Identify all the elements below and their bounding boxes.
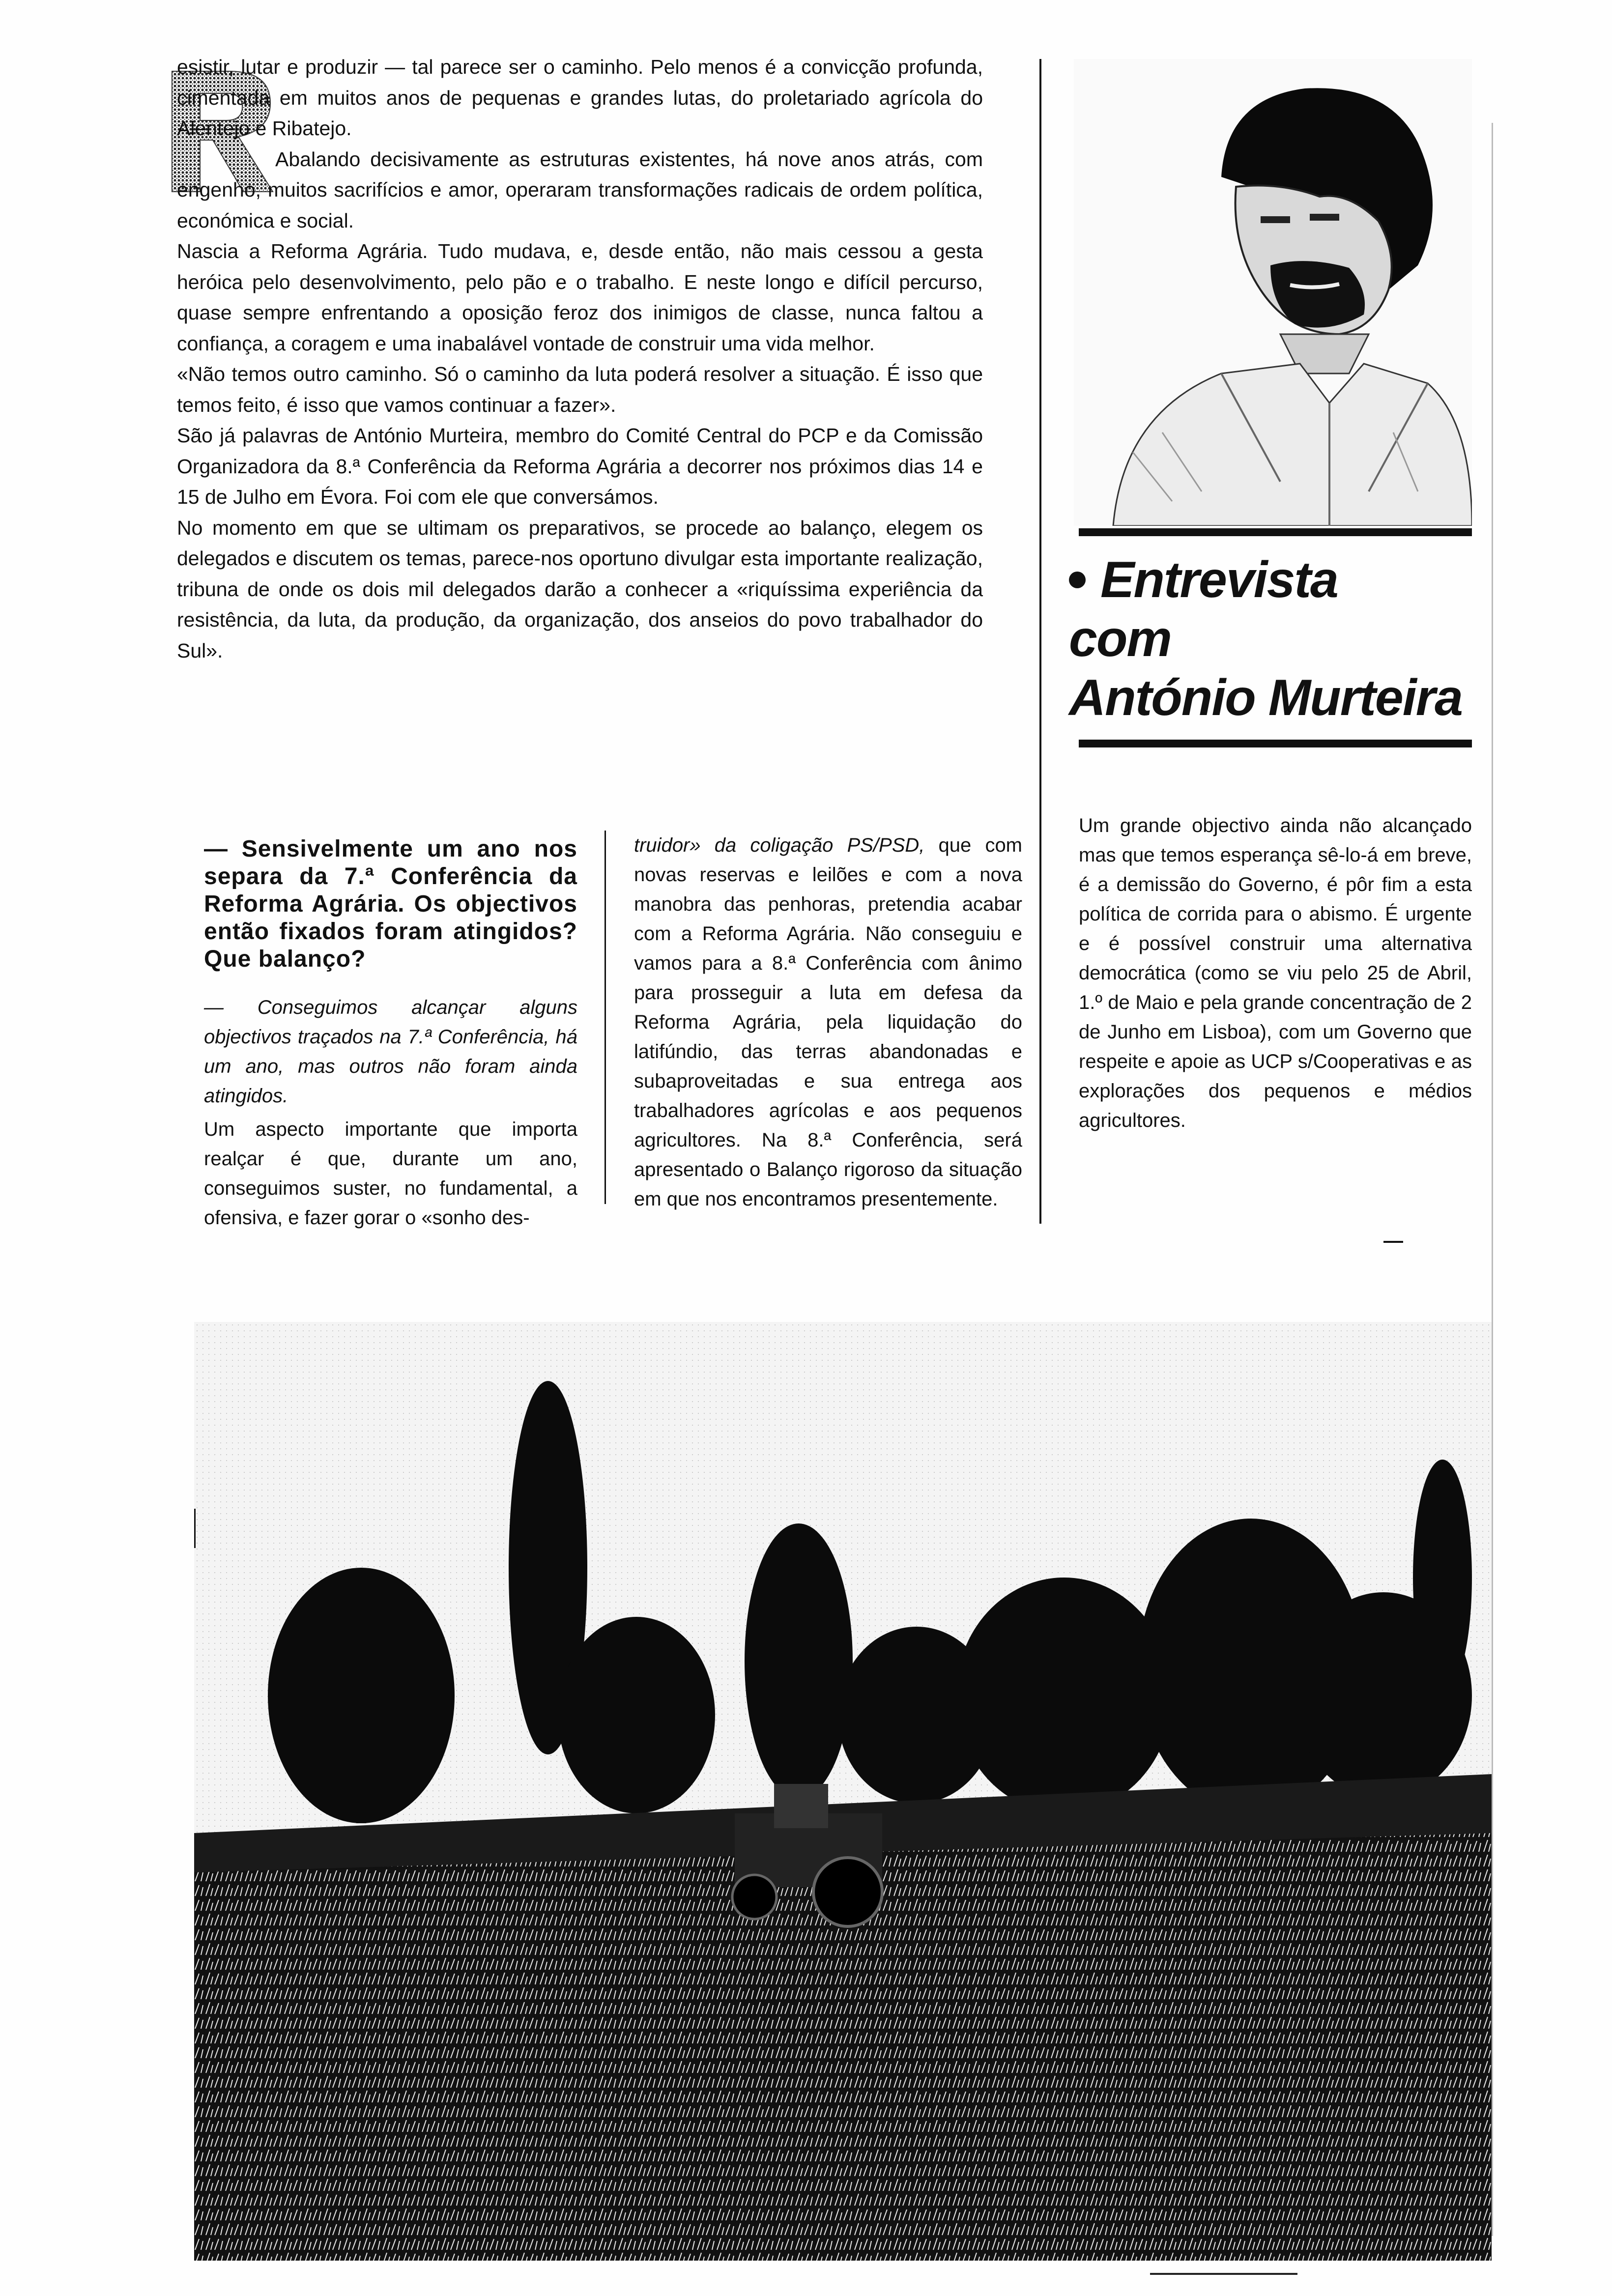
intro-paragraph-2: Abalando decisivamente as estruturas existentes, há nove anos atrás, com engenho, muitos sacrifícios e amor, operaram transformações radicais de ordem política, económica e social.: [177, 147, 983, 232]
headline-line-1: Entrevista: [1100, 551, 1338, 608]
headline-line-3: António Murteira: [1069, 669, 1462, 726]
column-3: [1079, 811, 1472, 1135]
col2-italic-lead: truidor» da coligação PS/PSD,: [634, 834, 925, 856]
intro-first-paragraph: esistir, lutar e produzir — tal parece ser o caminho. Pelo menos é a convicção profunda, cimentada em muitos anos de pequenas e grandes lutas, do proletariado agrícola do Alentejo e Ribatejo.: [177, 56, 983, 140]
interview-question: — Sensivelmente um ano nos separa da 7.ª Conferência da Reforma Agrária. Os objectivos então fixados foram atingidos? Que balanço?: [204, 836, 577, 972]
interview-headline: [1069, 550, 1472, 727]
intro-paragraph-3: Nascia a Reforma Agrária. Tudo mudava, e, desde então, não mais cessou a gesta heróica pelo desenvolvimento, pelo pão e o trabalho. E neste longo e difícil percurso, quase sempre enfrentando a oposição feroz dos inimigos de classe, nunca faltou a confiança, a coragem e uma inabalável vontade de construir uma vida melhor.: [177, 240, 983, 355]
column-2: [634, 831, 1022, 1218]
page-edge-rule: [1492, 123, 1493, 2236]
margin-dash: [1383, 1241, 1403, 1243]
margin-mark: [194, 1509, 196, 1548]
portrait-photo: [1074, 59, 1472, 526]
intro-text: [177, 52, 983, 666]
intro-paragraph-6: No momento em que se ultimam os preparativos, se procede ao balanço, elegem os delegados e discutem os temas, parece-nos oportuno divulgar esta importante realização, tribuna de onde os dois mil delegados darão a conhecer a «riquíssima experiência da resistência, da luta, da produção, da organização, dos anseios do povo trabalhador do Sul».: [177, 516, 983, 662]
answer-body-col1: Um aspecto importante que importa realçar é que, durante um ano, conseguimos suster, no fundamental, a ofensiva, e fazer gorar o «sonho des-: [204, 1119, 577, 1229]
bullet-icon: [1069, 572, 1086, 588]
answer-lead: — Conseguimos alcançar alguns objectivos traçados na 7.ª Conferência, há um ano, mas outros não foram ainda atingidos.: [204, 997, 577, 1107]
col3-text: Um grande objectivo ainda não alcançado mas que temos esperança sê-lo-á em breve, é a demissão do Governo, é pôr fim a esta política de corrida para o abismo. É urgente e é possível construir uma alternativa democrática (como se viu pelo 25 de Abril, 1.º de Maio e pela grande concentração de 2 de Junho em Lisboa), com um Governo que respeite e apoie as UCP s/Cooperativas e as explorações dos pequenos e médios agricultores.: [1079, 815, 1472, 1131]
vertical-rule-right: [1039, 59, 1041, 1224]
col2-text: que com novas reservas e leilões e com a nova manobra das penhoras, pretendia acabar com a Reforma Agrária. Não conseguiu e vamos para a 8.ª Conferência com ânimo para prosseguir a luta em defesa da Reforma Agrária, pela liquidação do latifúndio, das terras abandonadas e subaproveitadas e sua entrega aos trabalhadores agrícolas e aos pequenos agricultores. Na 8.ª Conferência, será apresentado o Balanço rigoroso da situação em que nos encontramos presentemente.: [634, 834, 1023, 1210]
vertical-rule-middle: [604, 831, 606, 1204]
field-tractor-photo: [194, 1322, 1492, 2261]
photo-bottom-rule: [1079, 528, 1472, 536]
intro-paragraph-4: «Não temos outro caminho. Só o caminho da luta poderá resolver a situação. É isso que temos feito, é isso que vamos continuar a fazer».: [177, 363, 983, 416]
headline-line-2: com: [1069, 610, 1171, 667]
bottom-rule: [1150, 2273, 1297, 2275]
intro-paragraph-5: São já palavras de António Murteira, membro do Comité Central do PCP e da Comissão Organizadora da 8.ª Conferência da Reforma Agrária a decorrer nos próximos dias 14 e 15 de Julho em Évora. Foi com ele que conversámos.: [177, 424, 983, 508]
column-1: [204, 835, 577, 1236]
headline-bottom-rule: [1079, 740, 1472, 747]
